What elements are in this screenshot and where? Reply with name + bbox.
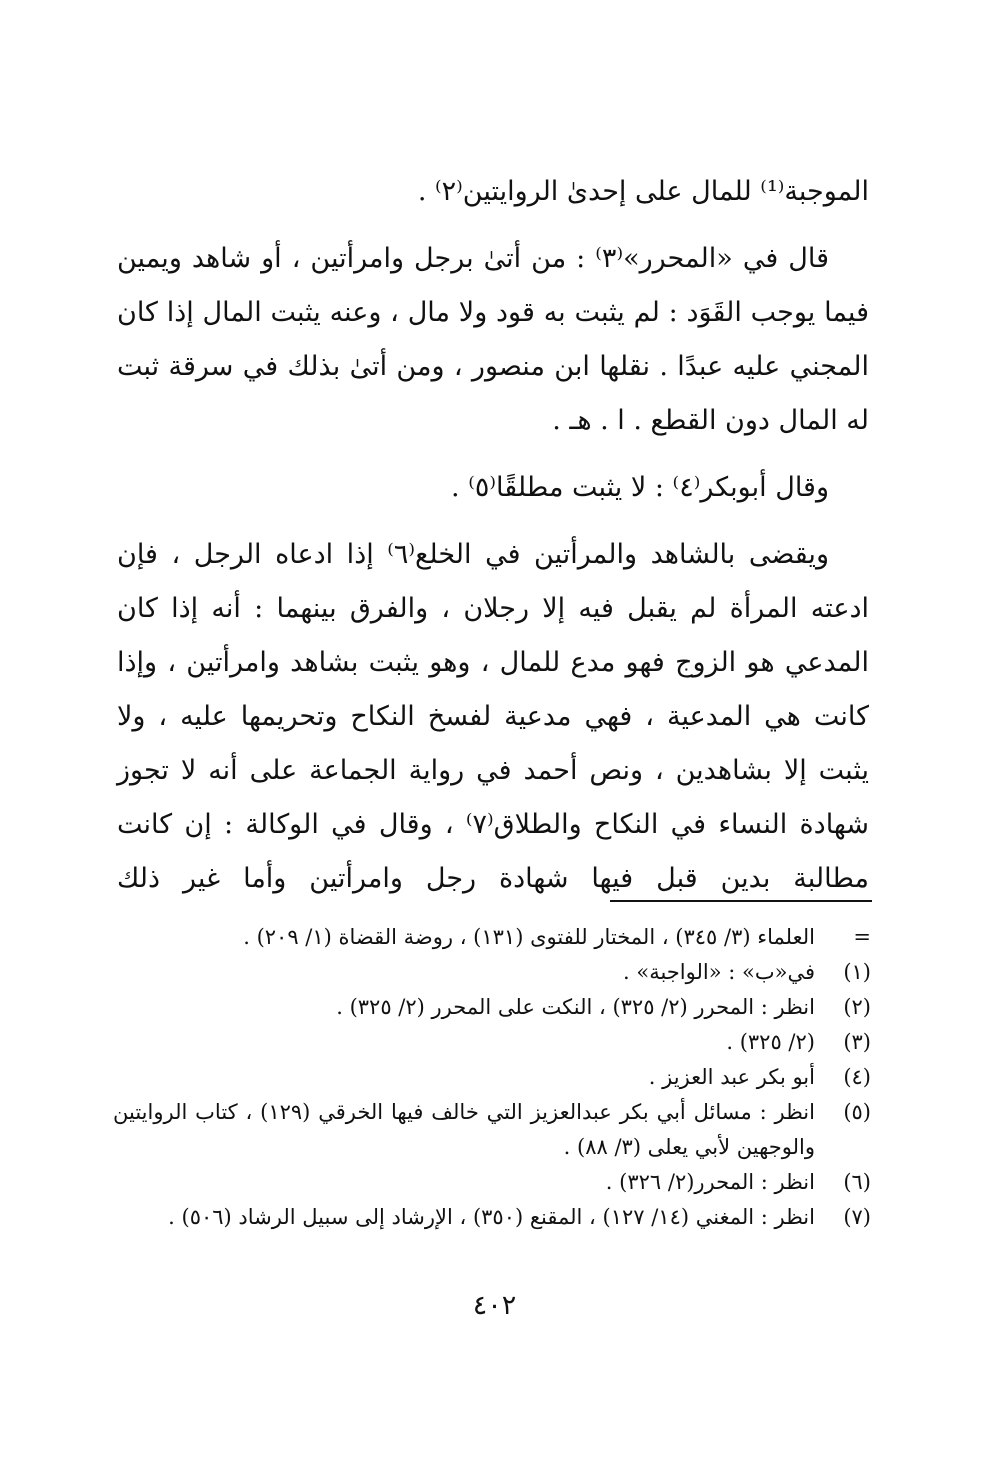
footnote-text: انظر : المحرر (٢/ ٣٢٥) ، النكت على المحرر (٢/ ٣٢٥) . <box>336 995 815 1019</box>
footnote-continuation <box>113 920 871 955</box>
footnote-number: (٧) <box>843 1205 871 1229</box>
footnotes <box>113 920 871 1235</box>
footnote-separator <box>610 900 872 902</box>
footnote-number: (١) <box>843 960 871 984</box>
footnote-number: (٣) <box>843 1030 871 1054</box>
footnote-text: (٢/ ٣٢٥) . <box>726 1030 815 1054</box>
paragraph-4: ويقضى بالشاهد والمرأتين في الخلع⁽٦⁾ إذا ادعاه الرجل ، فإن ادعته المرأة لم يقبل فيه إلا رجلان ، والفرق بينهما : أنه إذا كان المدعي هو الزوج فهو مدع للمال ، وهو يثبت بشاهد وامرأتين ، وإذا كانت هي المدعية ، فهي مدعية لفسخ النكاح وتحريمها عليه ، ولا يثبت إلا بشاهدين ، ونص أحمد في رواية الجماعة على أنه لا تجوز شهادة النساء في النكاح والطلاق⁽٧⁾ ، وقال في الوكالة : إن كانت مطالبة بدين قبل فيها شهادة رجل وامرأتين وأما غير ذلك <box>117 539 869 894</box>
footnote-number: = <box>853 925 871 949</box>
footnote-number: (٢) <box>843 995 871 1019</box>
footnote-text: انظر : مسائل أبي بكر عبدالعزيز التي خالف فيها الخرقي (١٢٩) ، كتاب الروايتين والوجهين لأبي يعلى (٣/ ٨٨) . <box>113 1100 815 1159</box>
footnote-2 <box>113 990 871 1025</box>
footnote-text: العلماء (٣/ ٣٤٥) ، المختار للفتوى (١٣١) ، روضة القضاة (١/ ٢٠٩) . <box>243 925 815 949</box>
paragraph-3: وقال أبوبكر⁽٤⁾ : لا يثبت مطلقًا⁽٥⁾ . <box>451 472 829 503</box>
main-text <box>117 165 869 906</box>
footnote-text: أبو بكر عبد العزيز . <box>648 1065 815 1089</box>
paragraph-1: الموجبة⁽¹⁾ للمال على إحدىٰ الروايتين⁽٢⁾ . <box>417 176 869 207</box>
footnote-7 <box>113 1200 871 1235</box>
footnote-text: انظر : المغني (١٤/ ١٢٧) ، المقنع (٣٥٠) ، الإرشاد إلى سبيل الرشاد (٥٠٦) . <box>168 1205 815 1229</box>
footnote-text: في«ب» : «الواجبة» . <box>623 960 815 984</box>
footnote-4 <box>113 1060 871 1095</box>
footnote-5 <box>113 1095 871 1165</box>
footnote-number: (٦) <box>843 1170 871 1194</box>
footnote-number: (٤) <box>843 1065 871 1089</box>
footnote-3 <box>113 1025 871 1060</box>
footnote-1 <box>113 955 871 990</box>
page-number: ٤٠٢ <box>472 1290 517 1321</box>
footnote-text: انظر : المحرر(٢/ ٣٢٦) . <box>605 1170 815 1194</box>
footnote-6 <box>113 1165 871 1200</box>
footnote-number: (٥) <box>843 1100 871 1124</box>
paragraph-2: قال في «المحرر»⁽٣⁾ : من أتىٰ برجل وامرأتين ، أو شاهد ويمين فيما يوجب القَوَد : لم يثبت به قود ولا مال ، وعنه يثبت المال إذا كان المجني عليه عبدًا . نقلها ابن منصور ، ومن أتىٰ بذلك في سرقة ثبت له المال دون القطع . ا . هـ . <box>117 243 869 436</box>
